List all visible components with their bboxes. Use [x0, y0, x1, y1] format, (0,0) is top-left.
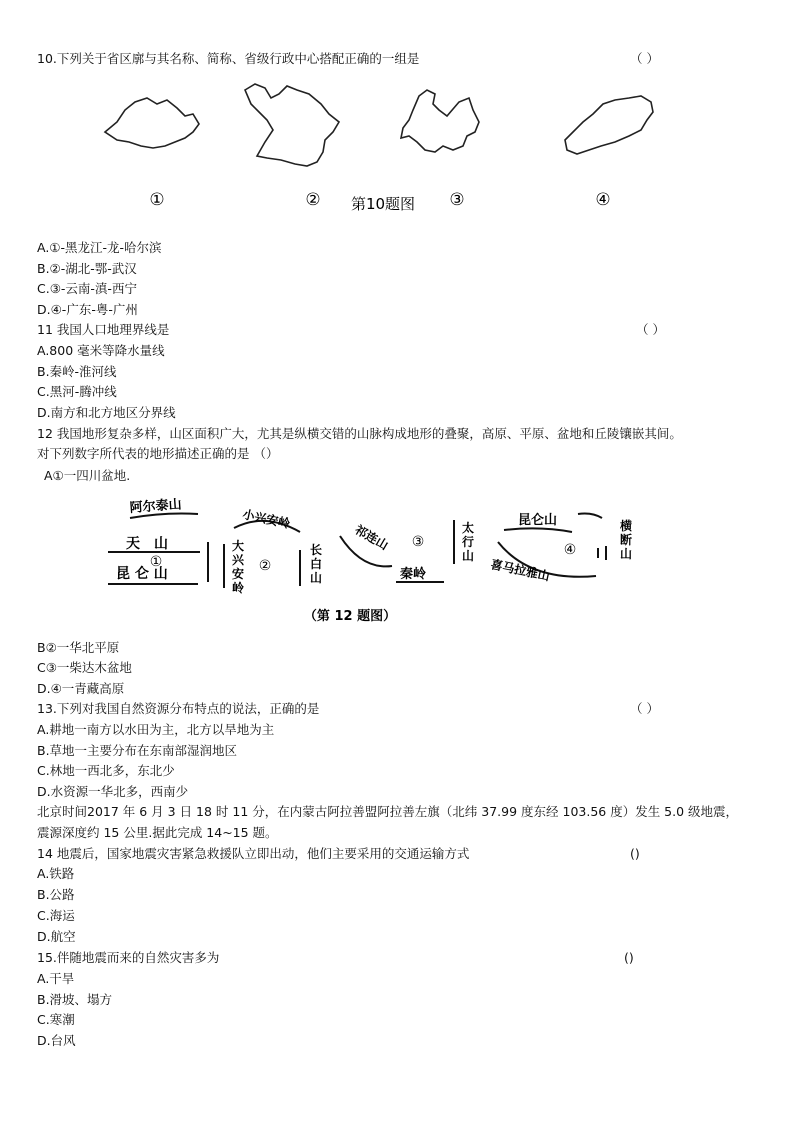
- q11-option-b: B.秦岭-淮河线: [37, 364, 117, 379]
- fig10-caption: 第10题图: [350, 195, 416, 213]
- q11-option-d: D.南方和北方地区分界线: [37, 405, 176, 420]
- q11-stem: 11 我国人口地理界线是: [37, 322, 170, 337]
- q11-option-c: C.黑河-腾冲线: [37, 384, 117, 399]
- q14-answer-paren: (): [630, 846, 640, 861]
- q14-option-b: B.公路: [37, 887, 75, 902]
- q15-option-a: A.干旱: [37, 971, 75, 986]
- q14-option-d: D.航空: [37, 929, 76, 944]
- q12-option-d: D.④一青藏高原: [37, 681, 125, 696]
- fig12-label-2: ②: [258, 558, 272, 574]
- daxinganling-char-3: 安: [232, 567, 245, 581]
- fig10-label-2: ②: [305, 190, 321, 210]
- province-outline-3: [401, 90, 479, 152]
- q12-option-c: C③一柴达木盆地: [37, 660, 132, 675]
- province-outline-4: [565, 96, 653, 154]
- fig12-label-4: ④: [563, 542, 577, 558]
- province-outline-2: [245, 84, 339, 166]
- fig12-caption: （第 12 题图）: [303, 609, 397, 624]
- daxinganling-char-2: 兴: [232, 553, 245, 567]
- q15-option-c: C.寒潮: [37, 1012, 75, 1027]
- q13-answer-paren: （ ）: [630, 701, 659, 716]
- q10-option-b: B.②-湖北-鄂-武汉: [37, 261, 137, 276]
- mtn-kunlun-2: 昆仑山: [518, 513, 558, 528]
- q11-option-a: A.800 毫米等降水量线: [37, 343, 165, 358]
- fig10-label-1: ①: [149, 190, 165, 210]
- q10-option-c: C.③-云南-滇-西宁: [37, 281, 137, 296]
- q12-figure: [100, 492, 660, 628]
- q12-option-a: A①一四川盆地.: [44, 468, 131, 483]
- fig12-label-1: ①: [149, 554, 163, 570]
- daxinganling-char-4: 岭: [232, 581, 245, 595]
- q10-figure: [95, 80, 675, 215]
- mtn-qinling: 秦岭: [400, 567, 427, 582]
- taihang-char-2: 行: [462, 535, 475, 549]
- mtn-xiaoxinganling: 小兴安岭: [241, 507, 292, 531]
- q13-option-d: D.水资源一华北多，西南少: [37, 784, 189, 799]
- changbai-char-2: 白: [310, 557, 323, 571]
- q15-option-b: B.滑坡、塌方: [37, 992, 113, 1007]
- q10-stem: 10.下列关于省区廓与其名称、简称、省级行政中心搭配正确的一组是: [37, 51, 420, 66]
- fig10-label-4: ④: [595, 190, 611, 210]
- mtn-tianshan: 天 山: [126, 536, 168, 552]
- intro-line2: 震源深度约 15 公里.据此完成 14~15 题。: [37, 825, 278, 840]
- mtn-kunlun-1: 昆 仑 山: [116, 566, 168, 582]
- mtn-altai: 阿尔泰山: [129, 497, 183, 516]
- q10-answer-paren: （ ）: [630, 51, 659, 66]
- q13-option-a: A.耕地一南方以水田为主，北方以旱地为主: [37, 722, 275, 737]
- taihang-char-1: 太: [462, 521, 475, 535]
- fig12-label-3: ③: [411, 534, 425, 550]
- q12-stem-line1: 12 我国地形复杂多样，山区面积广大，尤其是纵横交错的山脉构成地形的叠聚，高原、平原、盆地和丘陵镶嵌其间。: [37, 426, 682, 441]
- daxinganling-char-1: 大: [232, 539, 245, 553]
- fig10-label-3: ③: [449, 190, 465, 210]
- mtn-qilian: 祁连山: [352, 522, 391, 553]
- q14-option-c: C.海运: [37, 908, 75, 923]
- mtn-hengduan: [619, 518, 632, 561]
- q10-option-a: A.①-黑龙江-龙-哈尔滨: [37, 240, 162, 255]
- q15-option-d: D.台风: [37, 1033, 76, 1048]
- q15-stem: 15.伴随地震而来的自然灾害多为: [37, 950, 220, 965]
- mtn-himalaya: 喜马拉雅山: [489, 557, 551, 584]
- q13-option-c: C.林地一西北多，东北少: [37, 763, 175, 778]
- q12-stem-line2: 对下列数字所代表的地形描述正确的是 （）: [37, 446, 279, 461]
- q13-option-b: B.草地一主要分布在东南部湿润地区: [37, 743, 238, 758]
- mtn-daxinganling: [232, 538, 245, 595]
- changbai-char-3: 山: [310, 571, 323, 585]
- q14-stem: 14 地震后，国家地震灾害紧急救援队立即出动，他们主要采用的交通运输方式: [37, 846, 470, 861]
- q13-stem: 13.下列对我国自然资源分布特点的说法，正确的是: [37, 701, 320, 716]
- q15-answer-paren: (): [624, 950, 634, 965]
- changbai-char-1: 长: [310, 543, 323, 557]
- hengduan-char-3: 山: [620, 547, 633, 561]
- mtn-taihang: [462, 520, 474, 563]
- mtn-changbai: [310, 542, 322, 585]
- intro-line1: 北京时间2017 年 6 月 3 日 18 时 11 分，在内蒙古阿拉善盟阿拉善左旗（北纬 37.99 度东经 103.56 度）发生 5.0 级地震，: [37, 804, 739, 819]
- q14-option-a: A.铁路: [37, 866, 75, 881]
- hengduan-char-1: 横: [620, 519, 633, 533]
- q10-option-d: D.④-广东-粤-广州: [37, 302, 138, 317]
- hengduan-char-2: 断: [620, 533, 633, 547]
- q11-answer-paren: （ ）: [636, 322, 665, 337]
- province-outline-1: [105, 98, 199, 148]
- q12-option-b: B②一华北平原: [37, 640, 120, 655]
- taihang-char-3: 山: [462, 549, 475, 563]
